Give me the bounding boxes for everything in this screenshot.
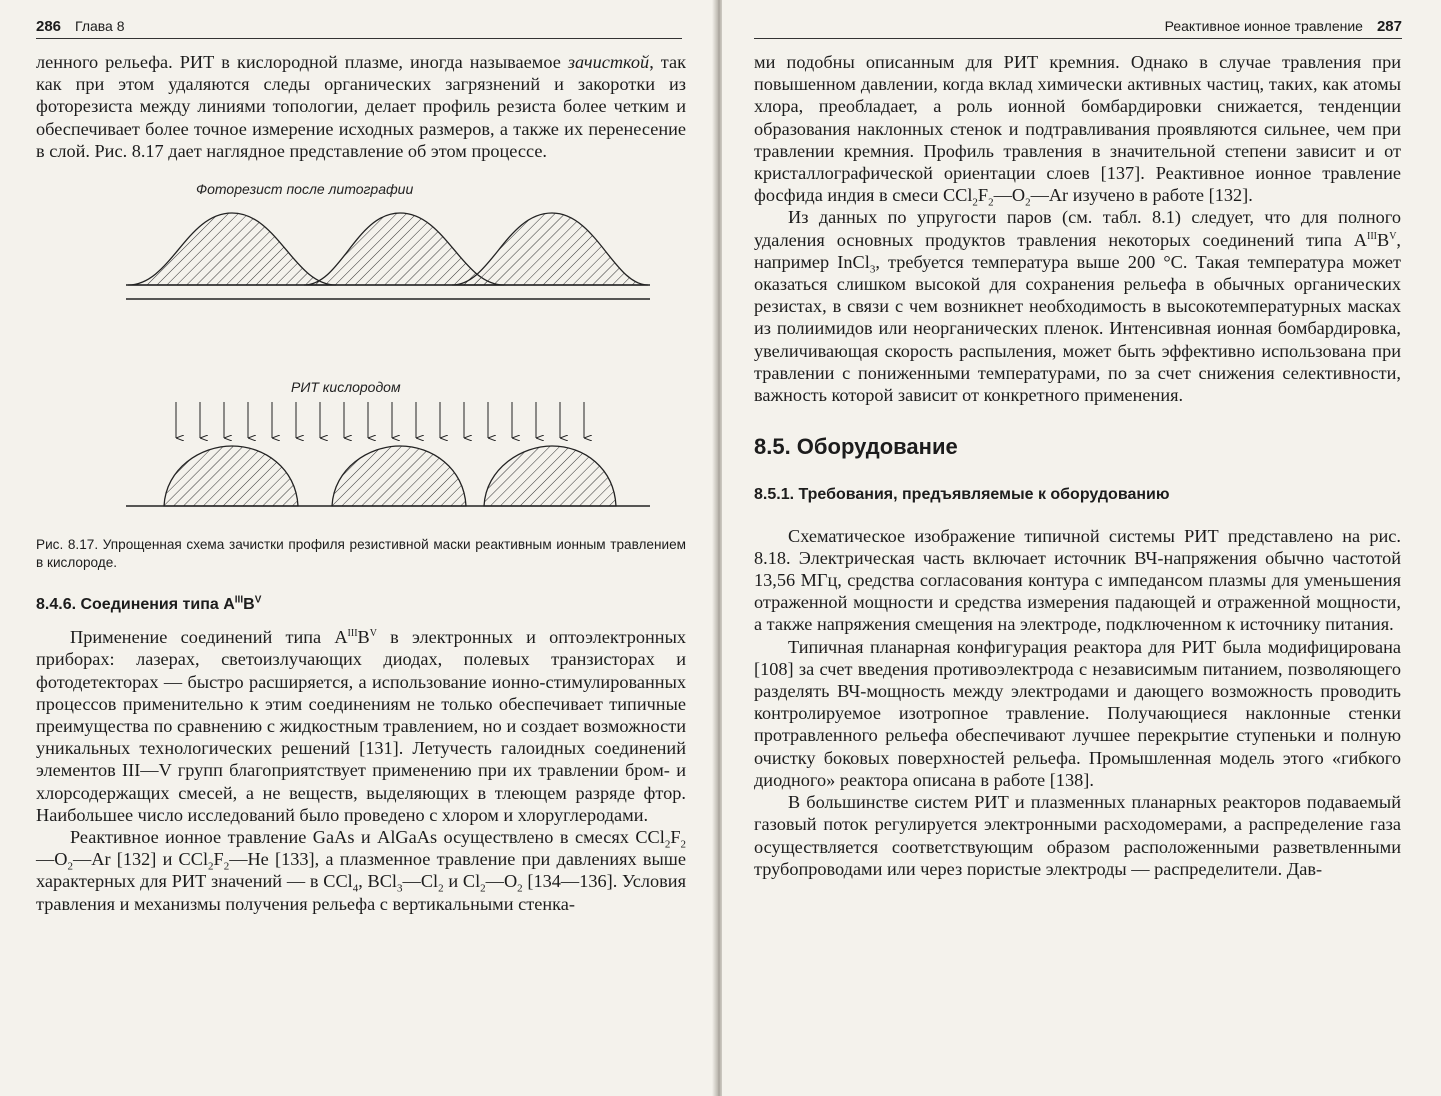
right-paragraph-3: Схематическое изображение типичной системы РИТ представлено на рис. 8.18. Электрическая часть включает источник ВЧ-напряжения обычно частотой 13,56 МГц, средства согласования контура с импедансом плазмы для уменьшения отраженной мощности и средства измерения падающей и отраженной мощности, а также напряжения смещения на электроде, подключенном к источнику питания. xyxy=(754,525,1401,635)
right-running-title: Реактивное ионное травление xyxy=(1164,18,1363,34)
right-paragraph-5: В большинстве систем РИТ и плазменных планарных реакторов подаваемый газовый поток регулируется электронными расходомерами, а распределение газа осуществляется соответствующим образом расположенными разветвленными трубопроводами или через пористые электроды — распределители. Дав- xyxy=(754,792,1401,879)
figure-8-17 xyxy=(36,168,686,534)
figure-label-bottom: РИТ кислородом xyxy=(291,379,401,396)
right-body xyxy=(754,51,1401,880)
etched-bump-3 xyxy=(484,446,616,506)
resist-bump-3 xyxy=(452,213,648,285)
right-paragraph-1: ми подобны описанным для РИТ кремния. Однако в случае травления при повышенном давлении, когда вклад химически активных частиц, таких, как атомы хлора, преобладает, а роль ионной бомбардировки снижается, тенденции образования наклонных стенок и подтравливания проявляются сильнее, чем при травлении кремния. Профиль травления в значительной степени зависит и от кристаллографической ориентации слоев [137]. Реактивное ионное травление фосфида индия в смеси $CCl_2F_2—O_2—Ar$ изучено в работе [132]. xyxy=(754,52,1401,209)
etched-bump-2 xyxy=(332,446,466,506)
left-paragraph-3: Реактивное ионное травление GaAs и AlGaAs осуществлено в смесях $CCl_2F_2—O_2—Ar$ [132] и $CCl_2F_2—He$ [133], а плазменное травление при давлениях выше характерных для РИТ значений — в CCl$_4$, $BCl_3—Cl_2$ и $Cl_2—O_2$ [134—136]. Условия травления и механизмы получения рельефа с вертикальными стенка- xyxy=(36,827,686,914)
left-page-number: 286 xyxy=(36,18,62,35)
left-body xyxy=(36,51,686,915)
figure-caption: Рис. 8.17. Упрощенная схема зачистки профиля резистивной маски реактивным ионным травлением в кислороде. xyxy=(36,537,686,571)
left-section-title: 8.4.6. Соединения типа $A^{III}B^V$ xyxy=(36,594,262,614)
left-running-title: Глава 8 xyxy=(75,18,125,34)
resist-bump-2 xyxy=(304,213,504,285)
left-paragraph-1: ленного рельефа. РИТ в кислородной плазме, иногда называемое зачисткой, так как при этом удаляются следы органических загрязнений и закоротки из фоторезиста между линиями топологии, делает профиль резиста более четким и обеспечивает более точное измерение исходных размеров, а также их перенесение в слой. Рис. 8.17 дает наглядное представление об этом процессе. xyxy=(36,52,686,161)
right-subsection-title: 8.5.1. Требования, предъявляемые к оборудованию xyxy=(754,486,1170,504)
figure-diagram xyxy=(36,168,684,534)
right-page xyxy=(722,0,1441,1096)
right-paragraph-4: Типичная планарная конфигурация реактора для РИТ была модифицирована [108] за счет введения противоэлектрода с независимым питанием, позволяющего разделять ВЧ-мощность между электродами и дающего возможность проводить контролируемое изотропное травление. Получающиеся наклонные стенки протравленного рельефа обеспечивают лучшее перекрытие ступеньки и полную очистку боковых поверхностей рельефа. Промышленная модель этого «гибкого диодного» реактора описана в работе [138]. xyxy=(754,636,1401,790)
figure-label-top: Фоторезист после литографии xyxy=(196,181,414,198)
left-running-head xyxy=(36,14,682,39)
ion-arrows xyxy=(176,402,584,438)
right-page-number: 287 xyxy=(1376,18,1402,35)
etched-bump-1 xyxy=(164,446,298,506)
left-page xyxy=(0,0,716,1096)
right-section-title: 8.5. Оборудование xyxy=(754,434,958,460)
right-running-head xyxy=(754,14,1402,39)
right-paragraph-2: Из данных по упругости паров (см. табл. 8.1) следует, что для полного удаления основных продуктов травления некоторых соединений типа $A^{III}B^V$, например InCl$_3$, требуется температура выше 200 °С. Такая температура может оказаться слишком высокой для сохранения рельефа в обычных органических резистах, в связи с чем возникнет необходимость в высокотемпературных масках из полиимидов или неорганических пленок. Интенсивная ионная бомбардировка, увеличивающая скорость распыления, может быть эффективно использована при травлении с пониженными температурами, по за счет снижения селективности, важность которой зависит от конкретного применения. xyxy=(754,207,1401,406)
left-paragraph-2: Применение соединений типа $A^{III}B^V$ в электронных и оптоэлектронных приборах: лазерах, светоизлучающих диодах, полевых транзисторах и фотодетекторах — быстро расширяется, а использование ионно-стимулированных процессов применительно к этим соединениям не только обеспечивает типичные преимущества по сравнению с жидкостным травлением, но и создает возможности уникальных технологических решений [131]. Летучесть галоидных соединений элементов III—V групп благоприятствует применению при их травлении бром- и хлорсодержащих смесей, а не веществ, выделяющих в тлеющем разряде фтор. Наибольшее число исследований было проведено с хлором и хлоруглеродами. xyxy=(36,627,686,825)
italic-term: зачисткой xyxy=(567,52,650,72)
resist-bump-1 xyxy=(128,213,336,285)
